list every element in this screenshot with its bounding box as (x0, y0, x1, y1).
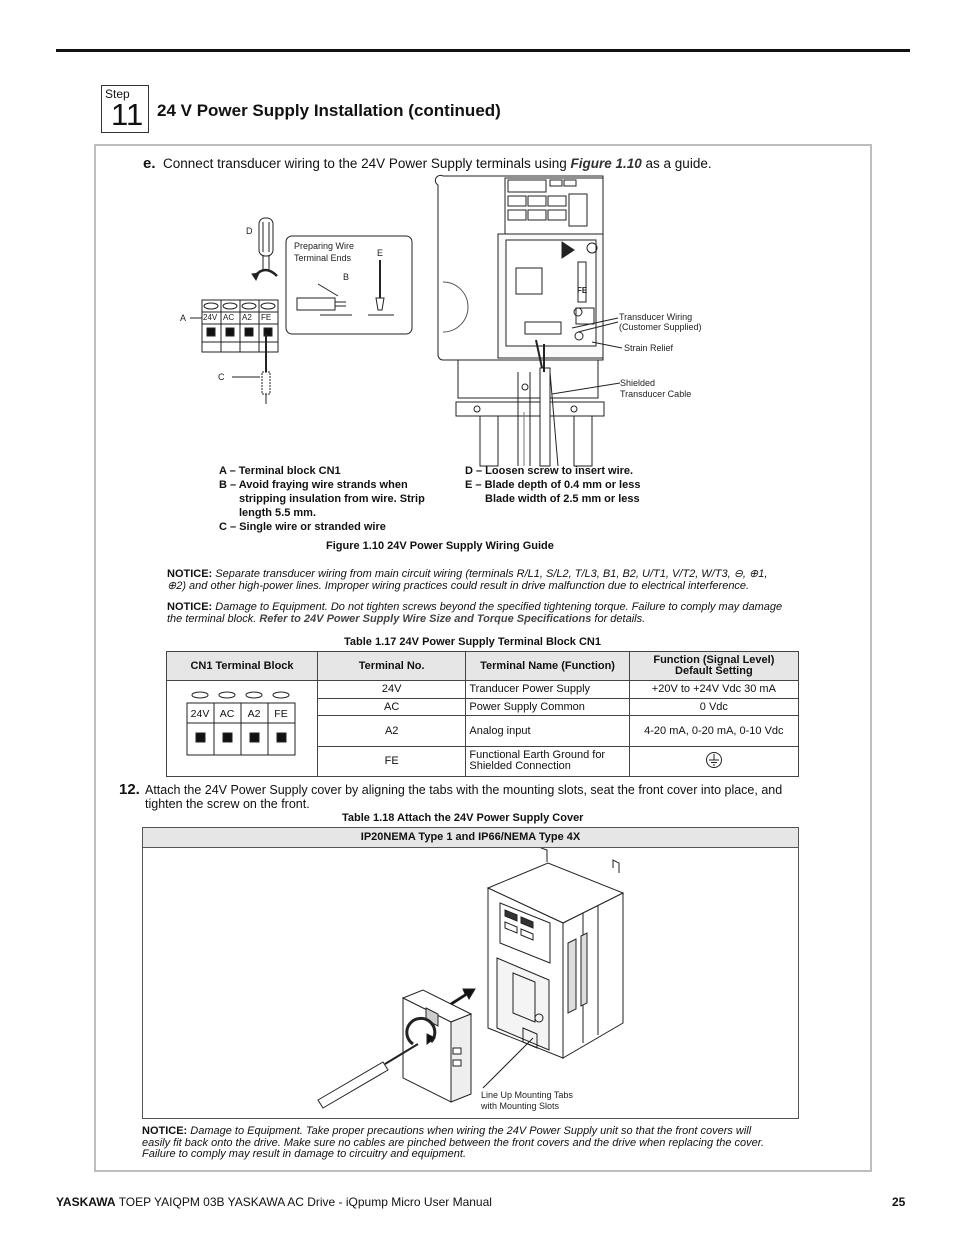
torque-spec-link[interactable]: Refer to 24V Power Supply Wire Size and Torque Specifications (259, 612, 592, 625)
step-12-instruction: Attach the 24V Power Supply cover by aligning the tabs with the mounting slots, seat the front cover into place, and tighten the screw on the front. (145, 783, 783, 811)
figure-caption: Figure 1.10 24V Power Supply Wiring Guide (326, 540, 554, 552)
row4-no: FE (318, 746, 466, 776)
line-up-label-1: Line Up Mounting Tabs (481, 1090, 573, 1100)
step-e-instruction (143, 155, 712, 172)
figure-legend-right: D – Loosen screw to insert wire. E – Blade depth of 0.4 mm or less Blade width of 2.5 mm or less (465, 465, 641, 505)
row3-name: Analog input (466, 716, 629, 746)
fig-terminal-a2: A2 (242, 313, 252, 322)
step-12-number: 12. (119, 781, 140, 798)
callout-d: D (246, 226, 253, 236)
footer-text: TOEP YAIQPM 03B YASKAWA AC Drive - iQpump Micro User Manual (115, 1195, 492, 1209)
col-terminal-no: Terminal No. (318, 652, 466, 681)
block-label-fe: FE (274, 708, 288, 720)
step-box (101, 85, 149, 133)
page-number: 25 (892, 1195, 906, 1209)
shielded-line2: Transducer Cable (620, 389, 692, 399)
step-e-text-end: as a guide. (641, 156, 712, 171)
col-terminal-name: Terminal Name (Function) (466, 652, 629, 681)
step-number: 11 (111, 97, 144, 132)
col-function: Function (Signal Level) Default Setting (629, 652, 798, 681)
row2-no: AC (318, 698, 466, 716)
row1-name: Tranducer Power Supply (466, 681, 629, 699)
table-row (167, 681, 799, 699)
row2-func: 0 Vdc (629, 698, 798, 716)
step-label: Step (105, 87, 130, 101)
preparing-line1: Preparing Wire (294, 241, 355, 251)
transducer-line2: (Customer Supplied) (619, 322, 702, 332)
header-rule (56, 49, 910, 52)
row1-func: +20V to +24V Vdc 30 mA (629, 681, 798, 699)
block-label-a2: A2 (247, 708, 261, 720)
screwdriver-d-icon (259, 218, 273, 270)
table-1-18-title: Table 1.18 Attach the 24V Power Supply Cover (342, 812, 584, 824)
table-1-17-title: Table 1.17 24V Power Supply Terminal Block CN1 (344, 636, 601, 648)
preparing-line2: Terminal Ends (294, 253, 352, 263)
fig-terminal-fe: FE (261, 313, 272, 322)
row3-no: A2 (318, 716, 466, 746)
cover-installation-table (142, 827, 799, 1119)
ground-symbol-icon (705, 751, 723, 769)
cn1-terminal-block-icon (167, 681, 317, 773)
callout-a: A (180, 313, 187, 323)
cover-table-header: IP20NEMA Type 1 and IP66/NEMA Type 4X (143, 828, 798, 848)
cn1-block-cell (167, 681, 318, 777)
terminal-table (166, 651, 799, 777)
block-label-ac: AC (219, 708, 235, 720)
notice-torque: NOTICE: Damage to Equipment. Do not tighten screws beyond the specified tightening torque. Failure to comply may damage the terminal block. Refer to 24V Power Supply Wire Size and Torque Specifications for details. (167, 601, 783, 625)
drive-iso-icon (488, 848, 623, 1058)
figure-legend-left: A – Terminal block CN1 B – Avoid fraying wire strands when stripping insulation from wire. Strip length 5.5 mm. C – Single wire or stranded wire (219, 465, 425, 533)
figure-reference-link[interactable]: Figure 1.10 (570, 156, 642, 171)
cover-installation-figure (143, 848, 798, 1118)
wiring-guide-figure (180, 172, 740, 467)
notice-wiring: NOTICE: Separate transducer wiring from main circuit wiring (terminals R/L1, S/L2, T/L3, B1, B2, U/T1, V/T2, W/T3, ⊖, ⊕1, ⊕2) and other high-power lines. Improper wiring practices could result in drive malfunction due to electrical interference. (167, 568, 768, 592)
fig-terminal-ac: AC (223, 313, 235, 322)
step-title: 24 V Power Supply Installation (continued) (157, 101, 501, 120)
step-e-text: Connect transducer wiring to the 24V Power Supply terminals using (163, 156, 571, 171)
step-e-marker: e. (143, 155, 156, 172)
shielded-line1: Shielded (620, 378, 656, 388)
notice-cover: NOTICE: Damage to Equipment. Take proper precautions when wiring the 24V Power Supply unit so that the front covers will easily fit back onto the drive. Make sure no cables are pinched between the front covers and the drive when replacing the cover. Failure to comply may result in damage to circuitry and equipment. (142, 1125, 765, 1160)
strain-relief-label: Strain Relief (624, 343, 674, 353)
row4-func (629, 746, 798, 776)
callout-b: B (343, 272, 350, 282)
row4-name: Functional Earth Ground for Shielded Connection (466, 746, 629, 776)
fig-terminal-24v: 24V (203, 313, 218, 322)
page-footer (56, 1195, 492, 1209)
callout-e: E (377, 248, 384, 258)
block-label-24v: 24V (190, 708, 210, 720)
transducer-line1: Transducer Wiring (619, 312, 693, 322)
board-fe-label: FE (577, 286, 588, 295)
col-cn1-block: CN1 Terminal Block (167, 652, 318, 681)
footer-brand: YASKAWA (56, 1195, 116, 1209)
row1-no: 24V (318, 681, 466, 699)
line-up-label-2: with Mounting Slots (481, 1101, 560, 1111)
drive-unit-icon (435, 175, 604, 466)
row3-func: 4-20 mA, 0-20 mA, 0-10 Vdc (629, 716, 798, 746)
callout-c: C (218, 372, 225, 382)
row2-name: Power Supply Common (466, 698, 629, 716)
